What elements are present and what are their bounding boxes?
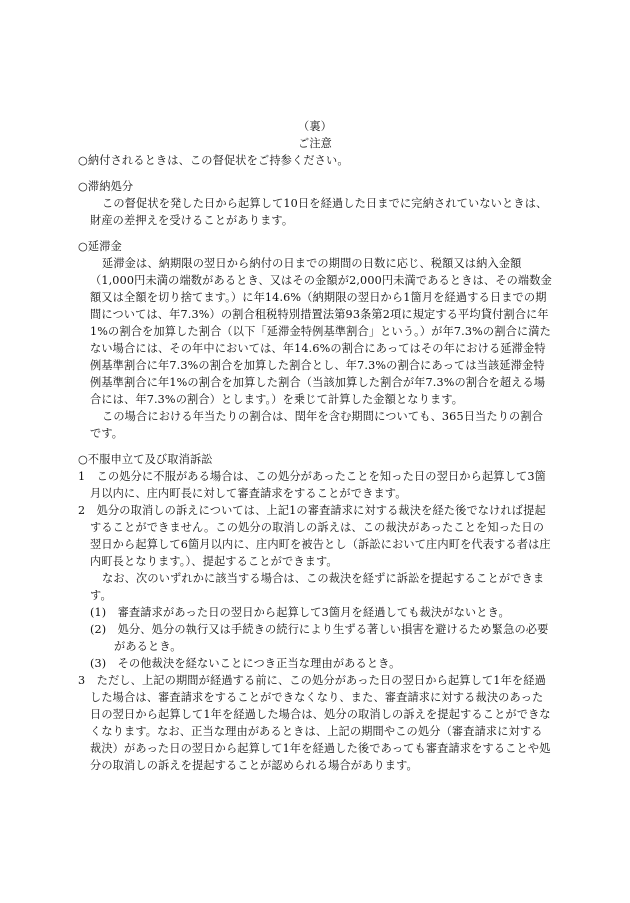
section-heading: ○不服申立て及び取消訴訟 bbox=[78, 453, 213, 466]
section-late-fee bbox=[78, 238, 552, 442]
back-side-label: （裏） bbox=[297, 120, 332, 133]
list-item: 1 この処分に不服がある場合は、この処分があったことを知った日の翌日から起算して3箇月以内に、庄内町長に対して審査請求をすることができます。 bbox=[78, 470, 546, 500]
section-delinquency-disposition bbox=[78, 178, 552, 229]
list-item: 2 処分の取消しの訴えについては、上記1の審査請求に対する裁決を経た後でなければ提起することができません。この処分の取消しの訴えは、この裁決があったことを知った日の翌日から起算して6箇月以内に、庄内町を被告とし（訴訟において庄内町を代表する者は庄内町長となります。）、提起することができます。 bbox=[78, 504, 551, 568]
intro-notice: ○納付されるときは、この督促状をご持参ください。 bbox=[78, 154, 349, 167]
section-heading: ○滞納処分 bbox=[78, 180, 134, 193]
section-appeal-and-litigation bbox=[78, 451, 552, 774]
sub-list-item: (2) 処分、処分の執行又は手続きの続行により生ずる著しい損害を避けるため緊急の必要があるとき。 bbox=[90, 623, 549, 653]
list-item: 3 ただし、上記の期間が経過する前に、この処分があった日の翌日から起算して1年を経過した場合は、審査請求をすることができなくなり、また、審査請求に対する裁決のあった日の翌日から起算して1年を経過した場合は、処分の取消しの訴えを提起することができなくなります。なお、正当な理由があるときは、上記の期間やこの処分（審査請求に対する裁決）があった日の翌日から起算して1年を経過した後であっても審査請求をすることや処分の取消しの訴えを提起することが認められる場合があります。 bbox=[78, 674, 551, 772]
section-body: 延滞金は、納期限の翌日から納付の日までの期間の日数に応じ、税額又は納入金額（1,000円未満の端数があるとき、又はその金額が2,000円未満であるときは、その端数金額又は全額を切り捨てます。）に年14.6%（納期限の翌日から1箇月を経過する日までの期間については、年7.3%）の割合租税特別措置法第93条第2項に規定する平均貸付割合に年1%の割合を加算した割合（以下「延滞金特例基準割合」という。）が年7.3%の割合に満たない場合には、その年中においては、年14.6%の割合にあってはその年における延滞金特例基準割合に年7.3%の割合を加算した割合とし、年7.3%の割合にあっては当該延滞金特例基準割合に年1%の割合を加算した割合（当該加算した割合が年7.3%の割合を超える場合には、年7.3%の割合）とします。）を乗じて計算した金額となります。 bbox=[90, 257, 552, 406]
section-heading: ○延滞金 bbox=[78, 240, 122, 253]
page-title: ご注意 bbox=[297, 137, 332, 150]
sub-list-item: (3) その他裁決を経ないことにつき正当な理由があるとき。 bbox=[90, 657, 401, 670]
section-body-note: この場合における年当たりの割合は、閏年を含む期間についても、365日当たりの割合です。 bbox=[90, 410, 544, 440]
sub-list-item: (1) 審査請求があった日の翌日から起算して3箇月を経過しても裁決がないとき。 bbox=[90, 606, 510, 619]
list-item-note: なお、次のいずれかに該当する場合は、この裁決を経ずに訴訟を提起することができます。 bbox=[90, 572, 545, 602]
notice-page bbox=[78, 118, 552, 774]
section-body: この督促状を発した日から起算して10日を経過した日までに完納されていないときは、財産の差押えを受けることがあります。 bbox=[90, 197, 548, 227]
